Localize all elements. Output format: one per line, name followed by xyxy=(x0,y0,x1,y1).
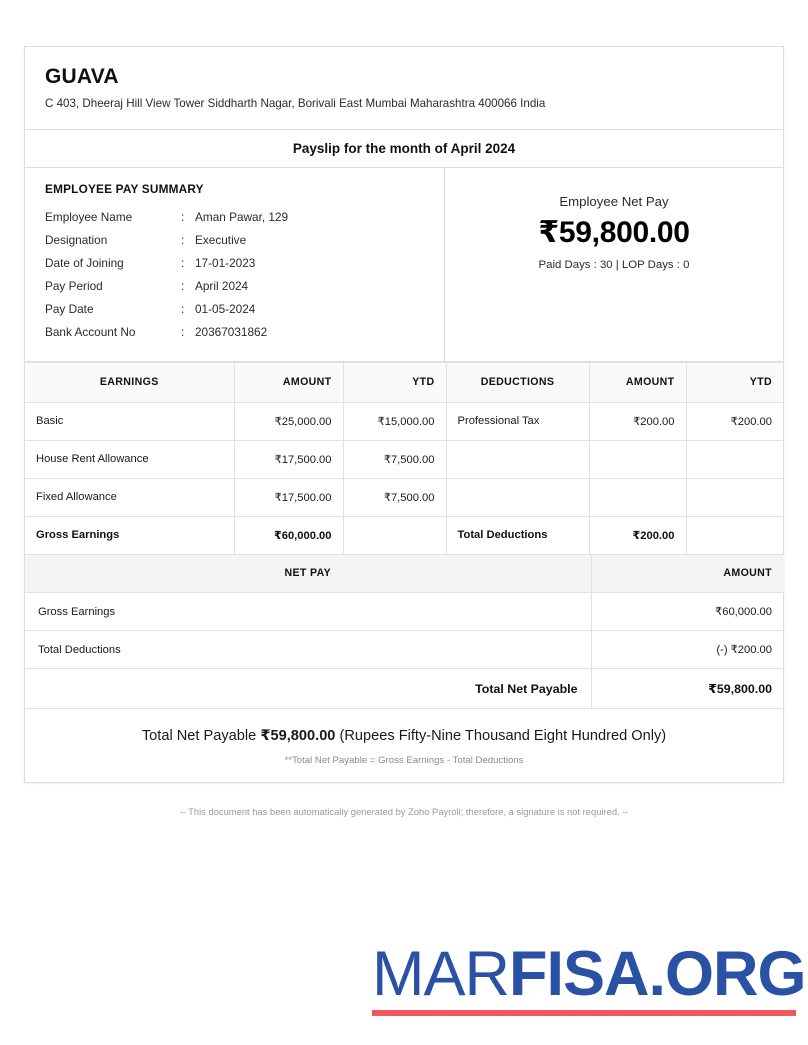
words-prefix: Total Net Payable xyxy=(141,728,261,745)
value-pay-period: April 2024 xyxy=(195,279,249,294)
employee-net-pay-panel xyxy=(445,168,783,361)
net-pay-amount: ₹59,800.00 xyxy=(538,215,690,249)
label-pay-date: Pay Date xyxy=(45,302,94,317)
earnings-deductions-table xyxy=(25,362,783,555)
total-net-payable-amount: ₹59,800.00 xyxy=(591,669,785,709)
net-pay-row-amount: ₹60,000.00 xyxy=(591,593,785,631)
header-deductions: DEDUCTIONS xyxy=(446,362,589,402)
summary-row-pay-date xyxy=(45,299,424,322)
summary-row-employee-name xyxy=(45,207,424,230)
gross-earnings-amount: ₹60,000.00 xyxy=(234,516,343,554)
payslip-title: Payslip for the month of April 2024 xyxy=(25,130,783,168)
value-designation: Executive xyxy=(195,233,247,248)
summary-section xyxy=(25,168,783,362)
net-pay-row-label: Total Deductions xyxy=(25,631,591,669)
total-net-payable-row xyxy=(25,669,785,709)
marfisa-watermark-logo xyxy=(372,939,806,1016)
earning-name: House Rent Allowance xyxy=(25,440,234,478)
deduction-ytd: ₹200.00 xyxy=(686,402,783,440)
earning-amount: ₹25,000.00 xyxy=(234,402,343,440)
amount-in-words-block xyxy=(25,709,783,782)
deduction-amount: ₹200.00 xyxy=(589,402,686,440)
summary-row-designation xyxy=(45,230,424,253)
summary-heading: EMPLOYEE PAY SUMMARY xyxy=(45,181,204,196)
company-name: GUAVA xyxy=(45,65,119,88)
net-pay-header-row xyxy=(25,555,785,593)
value-employee-name: Aman Pawar, 129 xyxy=(195,210,289,225)
header-earnings-ytd: YTD xyxy=(343,362,446,402)
label-pay-period: Pay Period xyxy=(45,279,103,294)
value-pay-date: 01-05-2024 xyxy=(195,302,256,317)
label-date-of-joining: Date of Joining xyxy=(45,256,124,271)
label-employee-name: Employee Name xyxy=(45,210,133,225)
summary-row-bank-account-no xyxy=(45,322,424,345)
company-address: C 403, Dheeraj Hill View Tower Siddharth Nagar, Borivali East Mumbai Maharashtra 400066 India xyxy=(45,97,546,110)
summary-row-pay-period xyxy=(45,276,424,299)
watermark-text xyxy=(372,939,806,1009)
net-pay-row-amount: (-) ₹200.00 xyxy=(591,631,785,669)
employee-pay-summary xyxy=(25,168,445,361)
earning-amount: ₹17,500.00 xyxy=(234,478,343,516)
label-bank-account-no: Bank Account No xyxy=(45,325,136,340)
words-amount: ₹59,800.00 xyxy=(260,728,336,745)
auto-generated-disclaimer: -- This document has been automatically generated by Zoho Payroll; therefore, a signature is not required. -- xyxy=(179,806,629,817)
net-pay-row-label: Gross Earnings xyxy=(25,593,591,631)
net-pay-label: Employee Net Pay xyxy=(559,193,669,209)
header-deductions-amount: AMOUNT xyxy=(589,362,686,402)
deduction-amount xyxy=(589,478,686,516)
watermark-thin-part: MAR xyxy=(372,939,509,1009)
table-row xyxy=(25,440,783,478)
colon: : xyxy=(181,256,185,271)
deduction-name xyxy=(446,478,589,516)
header-earnings-amount: AMOUNT xyxy=(234,362,343,402)
earning-ytd: ₹7,500.00 xyxy=(343,440,446,478)
header-net-pay-amount: AMOUNT xyxy=(591,555,785,593)
total-deductions-ytd xyxy=(686,516,783,554)
colon: : xyxy=(181,325,185,340)
earning-amount: ₹17,500.00 xyxy=(234,440,343,478)
earning-name: Fixed Allowance xyxy=(25,478,234,516)
total-net-payable-label: Total Net Payable xyxy=(25,669,591,709)
paid-days-info: Paid Days : 30 | LOP Days : 0 xyxy=(538,258,690,271)
net-pay-row xyxy=(25,593,785,631)
colon: : xyxy=(181,210,185,225)
table-row xyxy=(25,402,783,440)
colon: : xyxy=(181,302,185,317)
watermark-underline xyxy=(372,1010,796,1016)
watermark-bold-part: FISA.ORG xyxy=(509,939,806,1009)
deduction-name: Professional Tax xyxy=(446,402,589,440)
total-deductions-amount: ₹200.00 xyxy=(589,516,686,554)
value-date-of-joining: 17-01-2023 xyxy=(195,256,256,271)
gross-earnings-ytd xyxy=(343,516,446,554)
company-header xyxy=(25,47,783,130)
earning-name: Basic xyxy=(25,402,234,440)
gross-earnings-label: Gross Earnings xyxy=(25,516,234,554)
deduction-amount xyxy=(589,440,686,478)
payslip-document xyxy=(24,46,784,783)
header-deductions-ytd: YTD xyxy=(686,362,783,402)
net-pay-table xyxy=(25,555,785,710)
colon: : xyxy=(181,233,185,248)
deduction-name xyxy=(446,440,589,478)
earning-ytd: ₹15,000.00 xyxy=(343,402,446,440)
deduction-ytd xyxy=(686,440,783,478)
colon: : xyxy=(181,279,185,294)
table-row xyxy=(25,478,783,516)
words-suffix: (Rupees Fifty-Nine Thousand Eight Hundred Only) xyxy=(335,728,667,745)
value-bank-account-no: 20367031862 xyxy=(195,325,268,340)
totals-row xyxy=(25,516,783,554)
amount-in-words xyxy=(45,727,763,746)
header-net-pay: NET PAY xyxy=(25,555,591,593)
earning-ytd: ₹7,500.00 xyxy=(343,478,446,516)
total-deductions-label: Total Deductions xyxy=(446,516,589,554)
summary-row-date-of-joining xyxy=(45,253,424,276)
deduction-ytd xyxy=(686,478,783,516)
table-header-row xyxy=(25,362,783,402)
net-payable-formula-note: **Total Net Payable = Gross Earnings - Total Deductions xyxy=(284,755,524,767)
net-pay-row xyxy=(25,631,785,669)
header-earnings: EARNINGS xyxy=(25,362,234,402)
label-designation: Designation xyxy=(45,233,108,248)
